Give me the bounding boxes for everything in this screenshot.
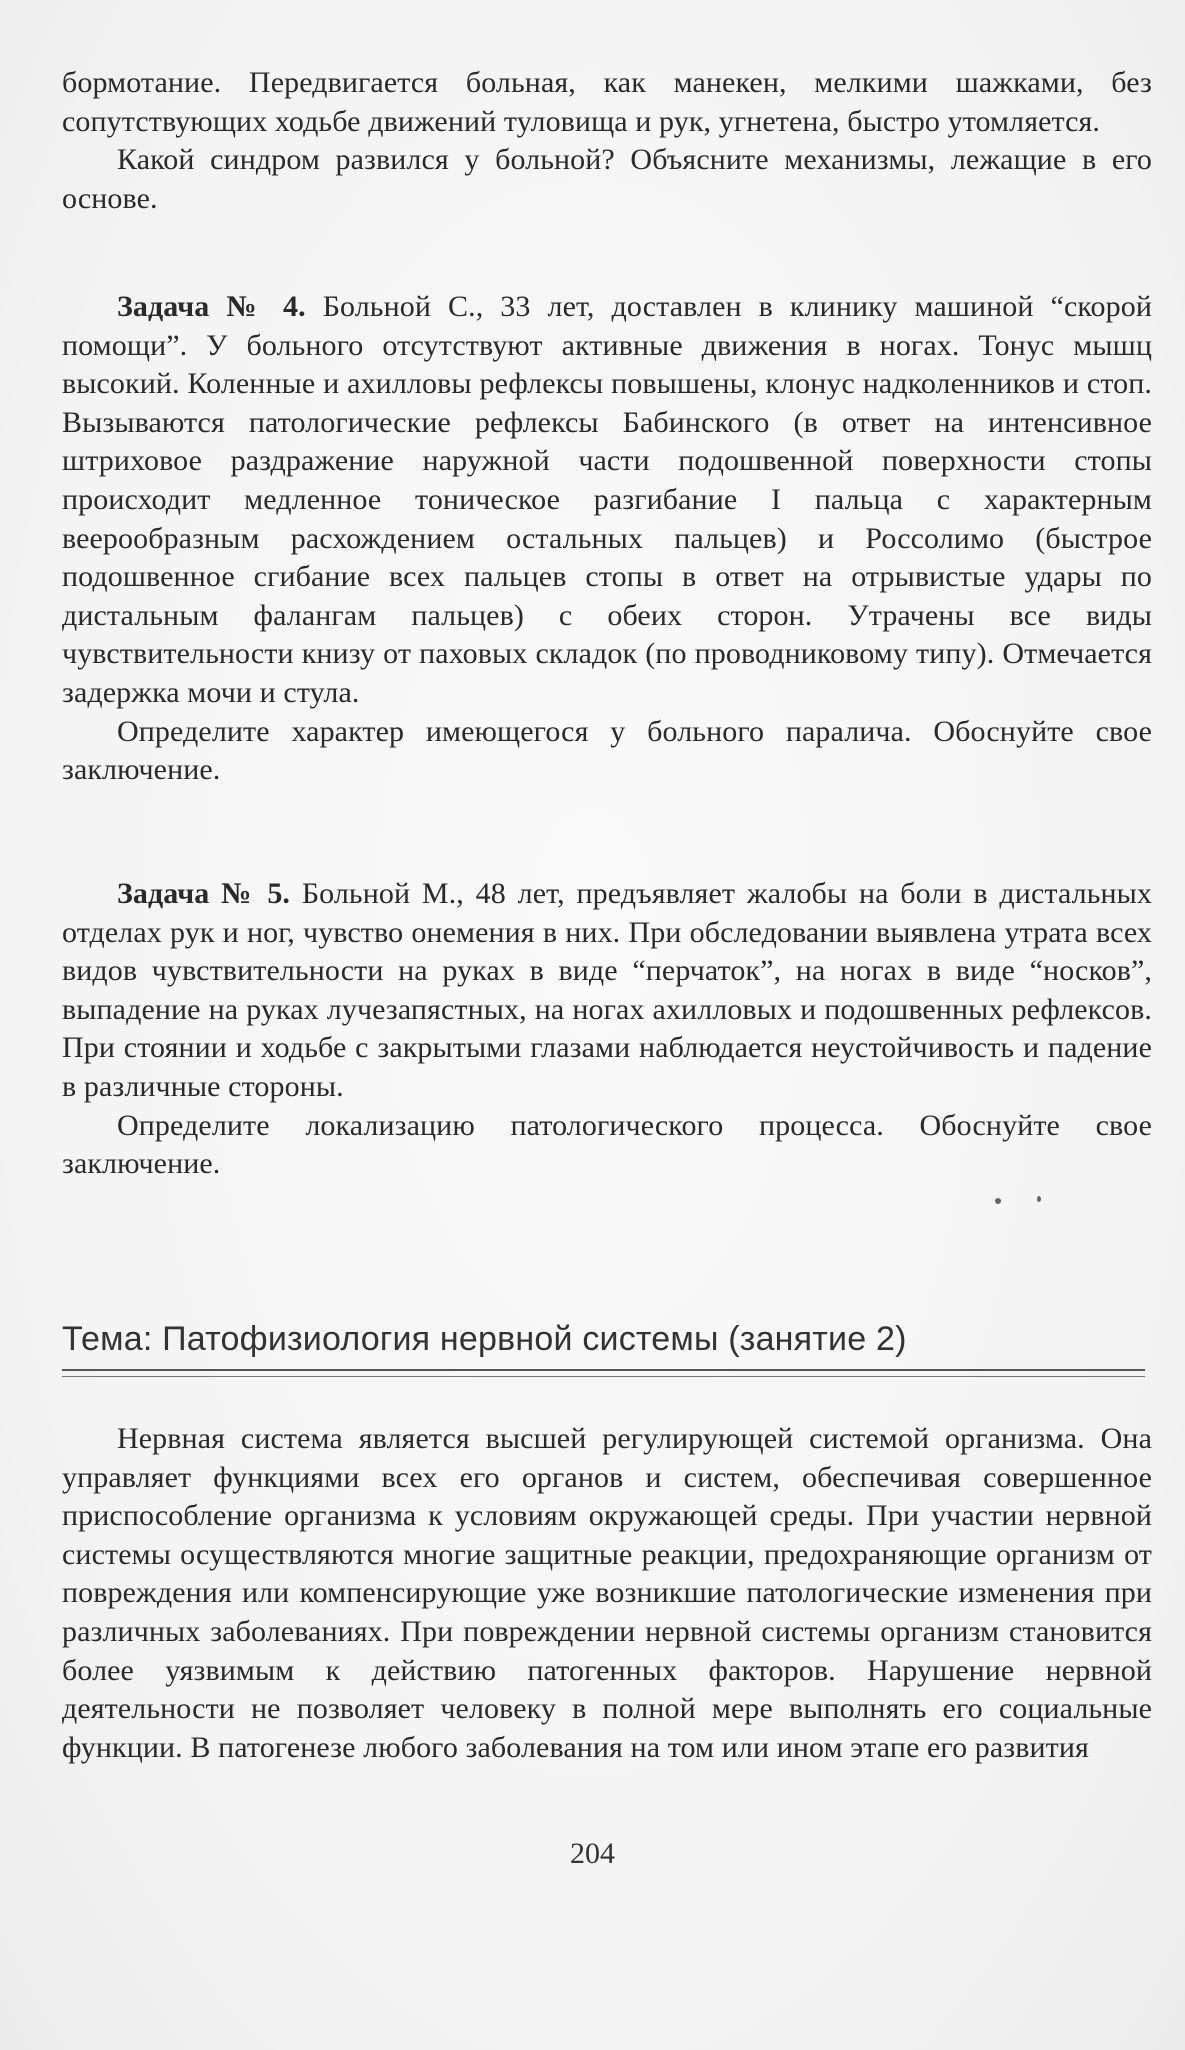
section-heading [62,1320,1145,1376]
scan-speck [1037,1196,1041,1202]
section-title: Тема: Патофизиология нервной системы (занятие 2) [62,1320,907,1358]
heading-rule-top [62,1369,1145,1371]
task-5-text: Больной М., 48 лет, предъявляет жалобы на боли в дистальных отделах рук и ног, чувство онемения в них. При обследовании выявлена утрата всех видов чувствительности на руках в виде “перчаток”, на ногах в виде “носков”, выпадение на руках лучезапястных, на ногах ахилловых и подошвенных рефлексов. При стоянии и ходьбе с закрытыми глазами наблюдается неустойчивость и падение в различные стороны. [62,877,1152,1103]
task-4-body [62,288,1152,713]
case-continuation-text: бормотание. Передвигается больная, как манекен, мелкими шажками, без сопутствующих ходьбе движений туловища и рук, угнетена, быстро утомляется. [62,66,1152,138]
task-5-label: Задача № 5. [117,877,291,910]
case-question: Какой синдром развился у больной? Объясните механизмы, лежащие в его основе. [62,143,1152,215]
task-5-body [62,875,1152,1107]
continued-case-block [62,64,1152,218]
heading-rule-bottom [62,1376,1145,1377]
task-5 [62,875,1152,1184]
task-4-text: Больной С., 33 лет, доставлен в клинику машиной “скорой помощи”. У больного отсутствуют активные движения в ногах. Тонус мышц высокий. Коленные и ахилловы рефлексы повышены, клонус надколенников и стоп. Вызываются патологические рефлексы Бабинского (в ответ на интенсивное штриховое раздражение наружной части подошвенной поверхности стопы происходит медленное тоническое разгибание I пальца с характерным веерообразным расхождением остальных пальцев) и Россолимо (быстрое подошвенное сгибание всех пальцев стопы в ответ на отрывистые удары по дистальным фалангам пальцев) с обеих сторон. Утрачены все виды чувствительности книзу от паховых складок (по проводниковому типу). Отмечается задержка мочи и стула. [62,290,1152,709]
intro-paragraph: Нервная система является высшей регулирующей системой организма. Она управляет функциями всех его органов и систем, обеспечивая совершенное приспособление организма к условиям окружающей среды. При участии нервной системы осуществляются многие защитные реакции, предохраняющие организм от повреждения или компенсирующие уже возникшие патологические изменения при различных заболеваниях. При повреждении нервной системы организм становится более уязвимым к действию патогенных факторов. Нарушение нервной деятельности не позволяет человеку в полной мере выполнять его социальные функции. В патогенезе любого заболевания на том или ином этапе его развития [62,1422,1152,1764]
task-4 [62,288,1152,790]
task-5-question: Определите локализацию патологического процесса. Обоснуйте свое заключение. [62,1108,1152,1181]
page-number: 204 [570,1837,615,1870]
intro-section [62,1420,1152,1767]
task-4-label: Задача № 4. [117,290,306,323]
scan-speck [995,1198,1001,1204]
task-4-question: Определите характер имеющегося у больного паралича. Обоснуйте свое заключение. [62,714,1152,787]
